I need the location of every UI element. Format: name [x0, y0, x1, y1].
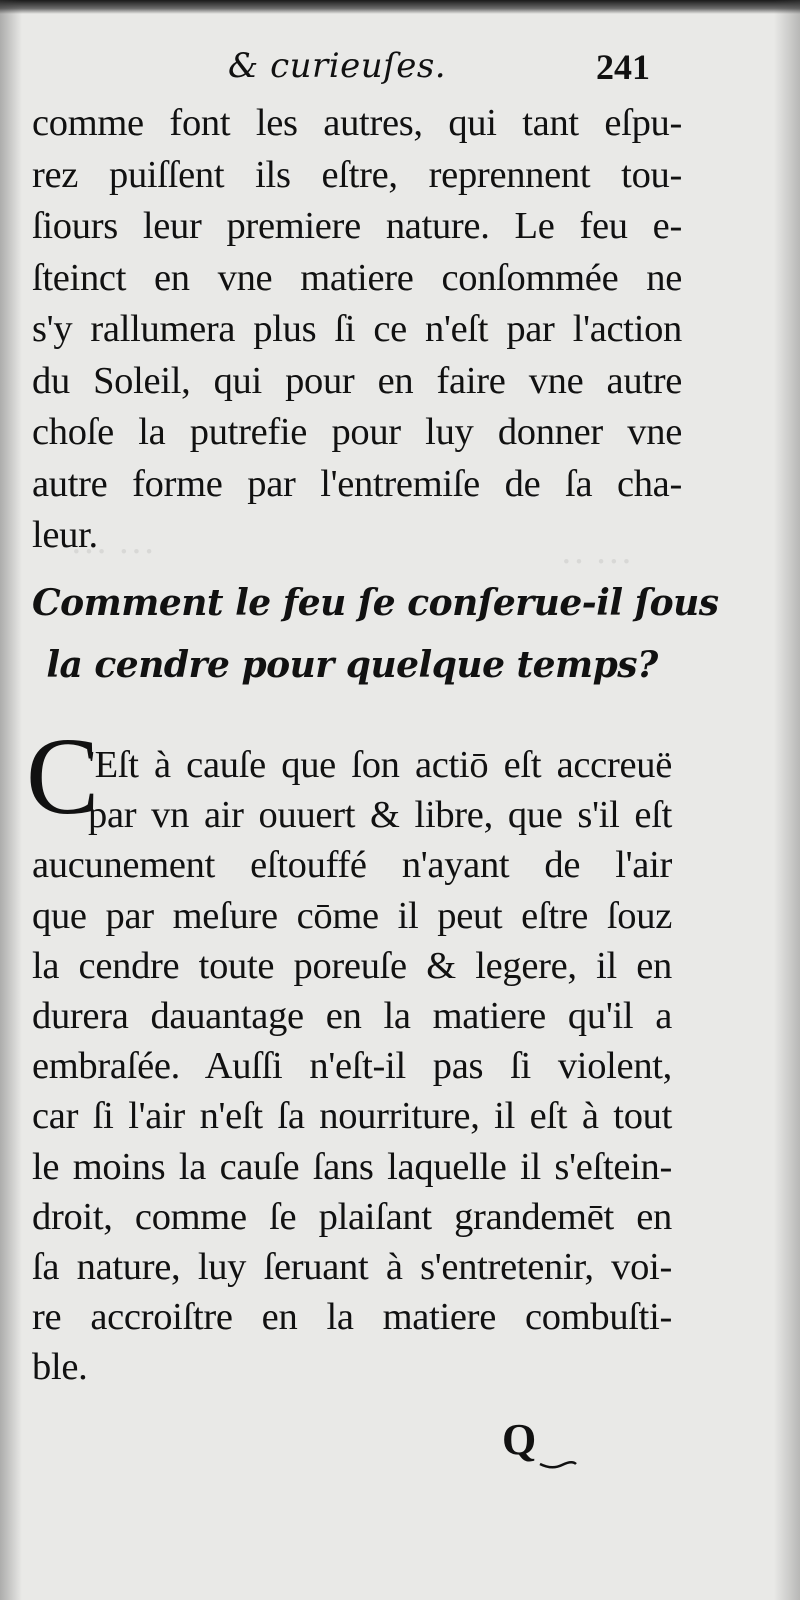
text-line: leur. — [32, 514, 98, 556]
text-line: autre forme par l'entremiſe de ſa cha- — [32, 462, 682, 505]
show-through-text: ·· ··· — [560, 541, 633, 583]
section-heading — [32, 572, 719, 696]
text-line: du Soleil, qui pour en faire vne autre — [32, 359, 682, 402]
text-line: embraſée. Auſſi n'eſt-il pas ſi violent, — [32, 1045, 672, 1088]
text-line: ſiours leur premiere nature. Le feu e- — [32, 205, 682, 247]
paragraph-2 — [32, 740, 672, 1392]
page-number: 241 — [596, 47, 650, 87]
drop-cap: C — [26, 715, 100, 837]
text-line: re accroiſtre en la matiere combuſti- — [32, 1296, 672, 1339]
catchword: Q — [502, 1415, 537, 1464]
text-line: par vn air ouuert & libre, que s'il eſt — [88, 794, 672, 837]
text-line: 'Eſt à cauſe que ſon actiō eſt accreuë — [88, 744, 672, 786]
paragraph-1 — [32, 98, 682, 562]
running-head: & curieuſes. — [228, 46, 447, 86]
catchword-flourish — [538, 1458, 578, 1470]
show-through-text: ··· ··· — [70, 531, 156, 573]
heading-line: Comment le feu ſe conſerue-il ſous — [32, 582, 719, 624]
text-line: ſteinct en vne matiere conſommée ne — [32, 256, 682, 299]
text-line: ſa nature, luy ſeruant à s'entretenir, voi- — [32, 1245, 672, 1288]
page-gutter-shadow — [0, 0, 22, 1600]
text-line: s'y rallumera plus ſi ce n'eſt par l'action — [32, 308, 682, 350]
text-line: ble. — [32, 1346, 88, 1389]
text-line: le moins la cauſe ſans laquelle il s'eſtein- — [32, 1145, 672, 1188]
text-line: la cendre toute poreuſe & legere, il en — [32, 944, 672, 987]
text-line: aucunement eſtouffé n'ayant de l'air — [32, 844, 672, 887]
text-line: rez puiſſent ils eſtre, reprennent tou- — [32, 153, 682, 196]
text-line: durera dauantage en la matiere qu'il a — [32, 994, 672, 1037]
text-line: choſe la putrefie pour luy donner vne — [32, 411, 682, 453]
heading-line: la cendre pour quelque temps? — [46, 644, 658, 686]
text-line: comme font les autres, qui tant eſpu- — [32, 102, 682, 144]
text-line: droit, comme ſe plaiſant grandemēt en — [32, 1195, 672, 1238]
page-edge-shadow — [774, 0, 800, 1600]
text-line: car ſi l'air n'eſt ſa nourriture, il eſt à tout — [32, 1095, 672, 1138]
page-top-edge — [0, 0, 800, 14]
text-line: que par meſure cōme il peut eſtre ſouz — [32, 894, 672, 937]
page-header — [0, 40, 800, 90]
